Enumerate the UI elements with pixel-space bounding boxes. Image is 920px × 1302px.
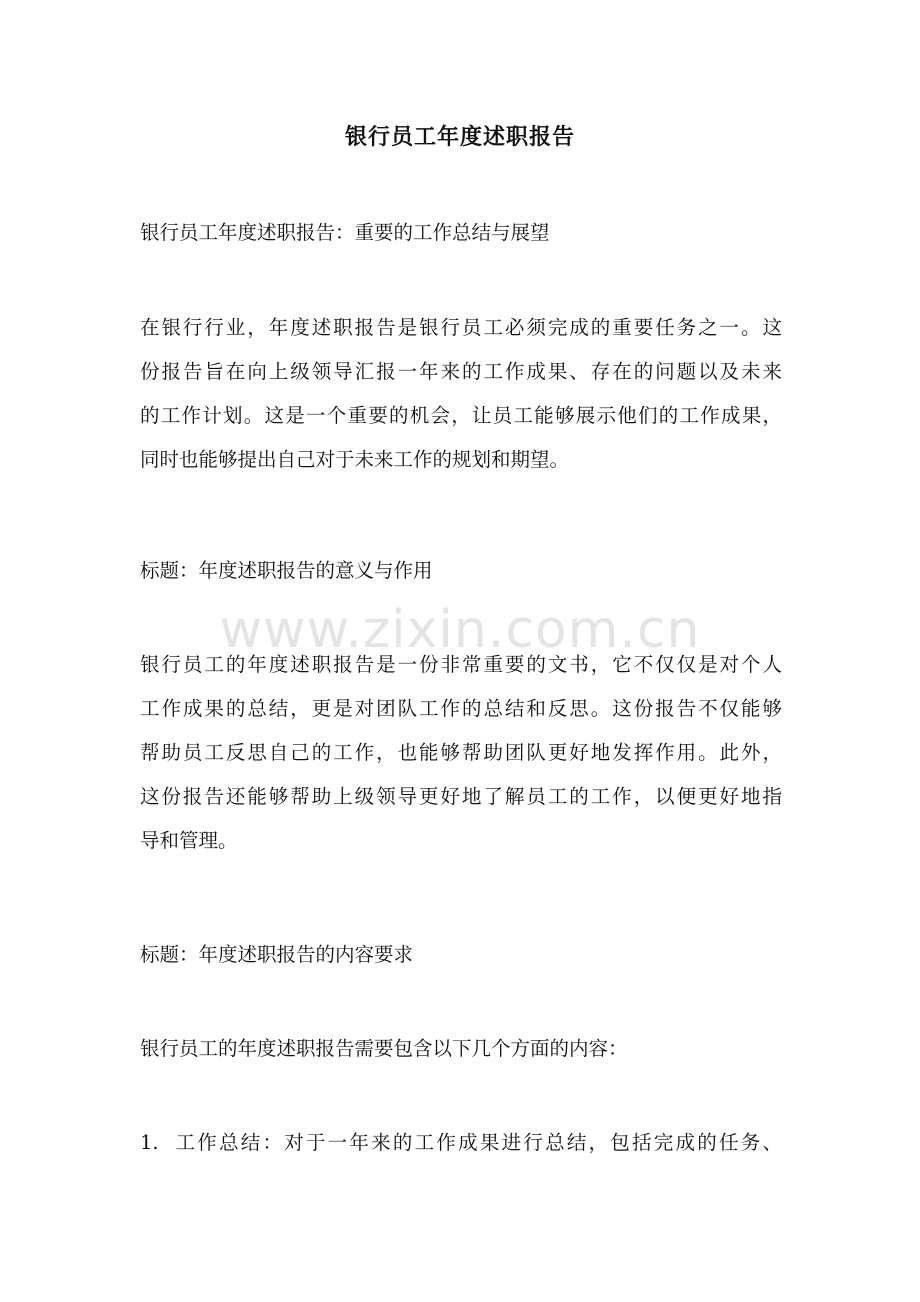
paragraph-line: 的工作计划。这是一个重要的机会，让员工能够展示他们的工作成果， <box>140 404 782 427</box>
section-1-paragraph <box>140 643 782 863</box>
paragraph-line: 同时也能够提出自己对于未来工作的规划和期望。 <box>140 448 570 471</box>
heading-line: 标题：年度述职报告的内容要求 <box>140 943 414 966</box>
paragraph-line: 份报告旨在向上级领导汇报一年来的工作成果、存在的问题以及未来 <box>140 360 782 383</box>
section-2-intro <box>140 1027 782 1071</box>
section-heading-2 <box>140 933 782 977</box>
paragraph-line: 这份报告还能够帮助上级领导更好地了解员工的工作，以便更好地指 <box>140 785 782 808</box>
watermark: www.zixin.com.cn <box>219 600 701 660</box>
intro-paragraph <box>140 306 782 482</box>
paragraph-line: 银行员工的年度述职报告需要包含以下几个方面的内容： <box>140 1037 628 1060</box>
document-subtitle <box>140 211 782 255</box>
document-title: 银行员工年度述职报告 <box>344 124 575 150</box>
list-item <box>140 1121 782 1165</box>
paragraph-line: 工作成果的总结，更是对团队工作的总结和反思。这份报告不仅能够 <box>140 697 782 720</box>
subtitle-line: 银行员工年度述职报告：重要的工作总结与展望 <box>140 221 550 244</box>
list-item-line: 1. 工作总结：对于一年来的工作成果进行总结，包括完成的任务、 <box>140 1131 782 1154</box>
heading-line: 标题：年度述职报告的意义与作用 <box>140 559 433 582</box>
paragraph-line: 在银行行业，年度述职报告是银行员工必须完成的重要任务之一。这 <box>140 316 782 339</box>
paragraph-line: 导和管理。 <box>140 829 238 852</box>
section-heading-1 <box>140 549 782 593</box>
paragraph-line: 银行员工的年度述职报告是一份非常重要的文书，它不仅仅是对个人 <box>140 653 782 676</box>
paragraph-line: 帮助员工反思自己的工作，也能够帮助团队更好地发挥作用。此外， <box>140 741 782 764</box>
